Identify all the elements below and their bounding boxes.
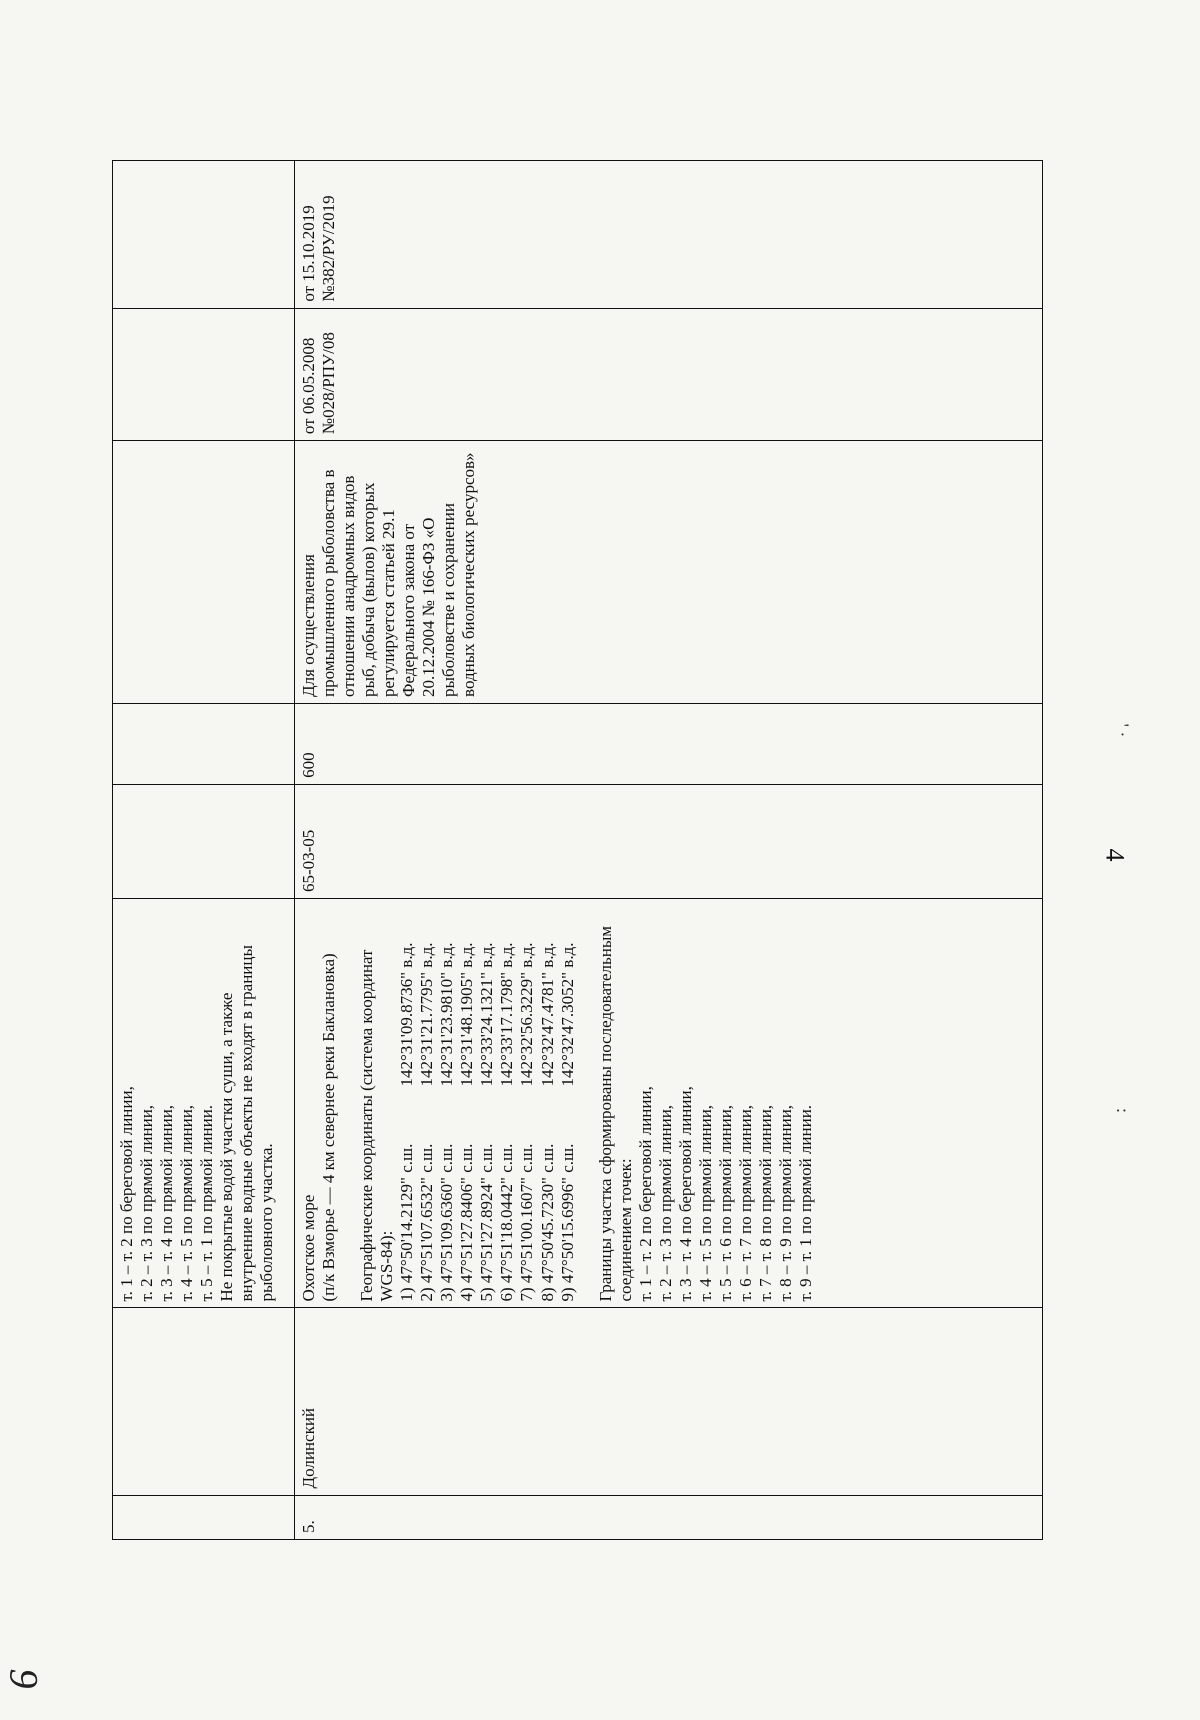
- latitude: 8) 47°50'45.7230" с.ш.: [537, 1143, 557, 1302]
- longitude: 142°32'56.3229" в.д.: [517, 942, 537, 1087]
- cell-prev-code: [113, 784, 295, 898]
- prev-boundary-line: т. 2 – т. 3 по прямой линии,: [137, 1104, 157, 1302]
- doc2-number: №382/РУ/2019: [319, 195, 339, 302]
- table-row: [295, 161, 1043, 1540]
- coordinate-row: [437, 905, 457, 1301]
- boundary-line: т. 6 – т. 7 по прямой линии,: [735, 1104, 755, 1302]
- boundary-title: Границы участка сформированы последовательным соединением точек:: [595, 925, 635, 1302]
- coordinate-row: [397, 905, 417, 1301]
- cell-prev-purpose: [113, 441, 295, 704]
- page-number: 4: [1100, 848, 1130, 862]
- area-code: 65-03-05: [295, 784, 1043, 898]
- boundary-line: т. 1 – т. 2 по береговой линии,: [635, 1086, 655, 1302]
- doc1-number: №028/РПУ/08: [319, 332, 339, 435]
- fishing-areas-table: [112, 160, 1043, 1540]
- cell-prev-description: [113, 899, 295, 1308]
- longitude: 142°31'21.7795" в.д.: [417, 942, 437, 1087]
- boundary-line: т. 5 – т. 6 по прямой линии,: [715, 1104, 735, 1302]
- boundary-line: т. 3 – т. 4 по береговой линии,: [675, 1086, 695, 1302]
- coordinate-row: [417, 905, 437, 1301]
- longitude: 142°31'48.1905" в.д.: [457, 942, 477, 1087]
- scan-marks: ' ·: [1112, 723, 1133, 738]
- boundary-line: т. 4 – т. 5 по прямой линии,: [695, 1104, 715, 1302]
- latitude: 5) 47°51'27.8924" с.ш.: [477, 1143, 497, 1302]
- coordinate-row: [517, 905, 537, 1301]
- coordinates-list: [397, 905, 577, 1301]
- boundary-line: т. 9 – т. 1 по прямой линии.: [796, 1104, 816, 1302]
- scan-marks-2: :: [1113, 1107, 1134, 1114]
- latitude: 4) 47°51'27.8406" с.ш.: [457, 1143, 477, 1302]
- prev-note: Не покрытые водой участки суши, а также внутренние водные объекты не входят в границы рыболовного участка.: [217, 945, 277, 1302]
- document-2: [295, 161, 1043, 309]
- longitude: 142°33'17.1798" в.д.: [497, 942, 517, 1087]
- cell-prev-name: [113, 1308, 295, 1495]
- rotated-table-container: [112, 160, 1042, 1540]
- coordinate-row: [558, 905, 578, 1301]
- longitude: 142°32'47.3052" в.д.: [557, 942, 577, 1087]
- doc1-date: от 06.05.2008: [299, 337, 318, 435]
- longitude: 142°31'09.8736" в.д.: [397, 942, 417, 1087]
- area-name: Долинский: [295, 1308, 1043, 1495]
- latitude: 7) 47°51'00.1607" с.ш.: [517, 1143, 537, 1302]
- location: (п/к Взморье — 4 км севернее реки Баклановка): [319, 953, 339, 1302]
- prev-boundary-list: [117, 905, 217, 1301]
- boundary-line: т. 2 – т. 3 по прямой линии,: [655, 1104, 675, 1302]
- latitude: 6) 47°51'18.0442" с.ш.: [497, 1143, 517, 1302]
- boundary-line: т. 7 – т. 8 по прямой линии,: [755, 1104, 775, 1302]
- coordinate-row: [538, 905, 558, 1301]
- area-description: [295, 899, 1043, 1308]
- prev-boundary-line: т. 1 – т. 2 по береговой линии,: [117, 1086, 136, 1302]
- prev-boundary-line: т. 4 – т. 5 по прямой линии,: [177, 1104, 197, 1302]
- cell-prev-doc1: [113, 308, 295, 440]
- prev-boundary-line: т. 3 – т. 4 по прямой линии,: [157, 1104, 177, 1302]
- document-1: [295, 308, 1043, 440]
- latitude: 9) 47°50'15.6996" с.ш.: [557, 1143, 577, 1302]
- longitude: 142°33'24.1321" в.д.: [477, 942, 497, 1087]
- coords-title: Географические координаты (система координат WGS-84):: [357, 949, 397, 1302]
- latitude: 2) 47°51'07.6532" с.ш.: [417, 1143, 437, 1302]
- boundary-line: т. 8 – т. 9 по прямой линии,: [776, 1104, 796, 1302]
- latitude: 1) 47°50'14.2129" с.ш.: [397, 1143, 417, 1302]
- doc2-date: от 15.10.2019: [299, 205, 318, 302]
- cell-prev-doc2: [113, 161, 295, 309]
- water-body: Охотское море: [299, 1194, 318, 1302]
- coordinate-row: [457, 905, 477, 1301]
- corner-mark: 9: [1, 1668, 47, 1689]
- area-size: 600: [295, 703, 1043, 784]
- prev-boundary-line: т. 5 – т. 1 по прямой линии.: [197, 1104, 217, 1302]
- longitude: 142°32'47.4781" в.д.: [537, 942, 557, 1087]
- cell-prev-area: [113, 703, 295, 784]
- latitude: 3) 47°51'09.6360" с.ш.: [437, 1143, 457, 1302]
- table-row-previous: [113, 161, 295, 1540]
- boundary-list: [636, 905, 816, 1301]
- longitude: 142°31'23.9810" в.д.: [437, 942, 457, 1087]
- purpose: Для осуществления промышленного рыболовства в отношении анадромных видов рыб, добыча (вылов) которых регулируется статьей 29.1 Федерального закона от 20.12.2004 № 166-ФЗ «О рыболовстве и сохранении водных биологических ресурсов»: [295, 441, 1043, 704]
- row-number: 5.: [295, 1495, 1043, 1539]
- coordinate-row: [477, 905, 497, 1301]
- cell-prev-number: [113, 1495, 295, 1539]
- coordinate-row: [497, 905, 517, 1301]
